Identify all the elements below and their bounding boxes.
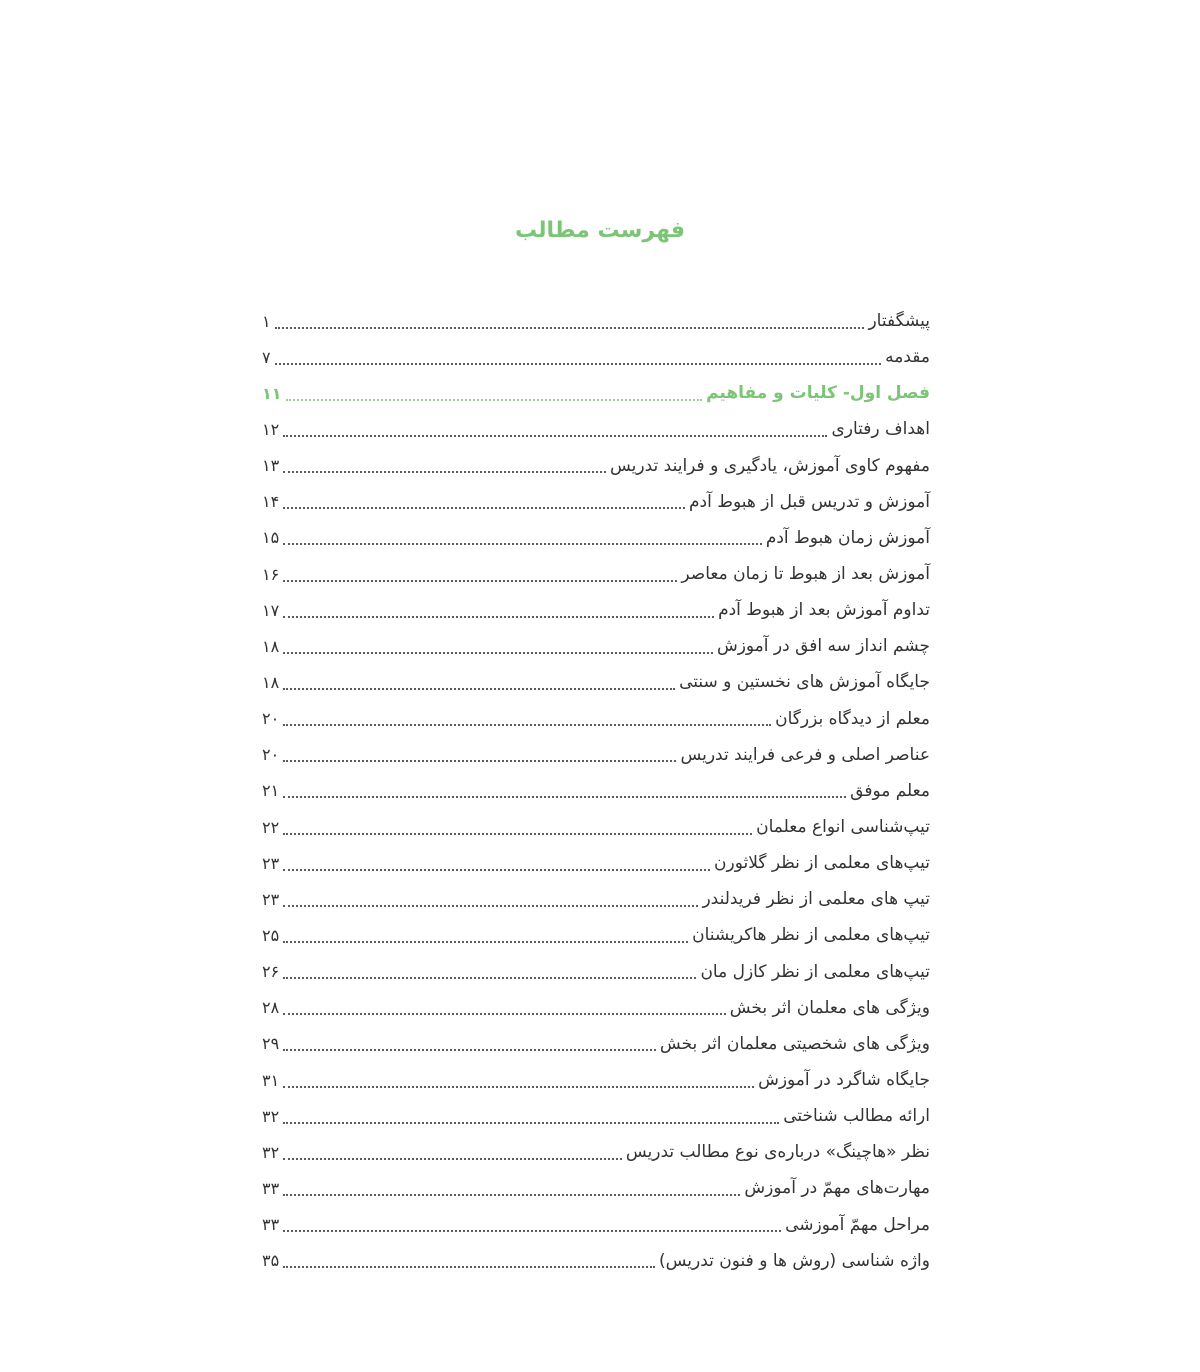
toc-entry-label: مفهوم کاوی آموزش، یادگیری و فرایند تدریس: [609, 455, 930, 476]
dot-leader: [283, 1048, 656, 1051]
toc-entry-label: فصل اول- کلیات و مفاهیم: [706, 383, 930, 404]
dot-leader: [283, 976, 696, 979]
toc-entry[interactable]: [262, 954, 930, 990]
toc-entry-label: ویژگی های معلمان اثر بخش: [729, 997, 930, 1018]
toc-title: فهرست مطالب: [514, 218, 686, 243]
dot-leader: [283, 687, 675, 690]
toc-entry-label: معلم موفق: [850, 780, 930, 801]
toc-page-number: ۳۲: [262, 1142, 280, 1162]
toc-entry[interactable]: [262, 592, 930, 628]
toc-entry[interactable]: [262, 1170, 930, 1206]
dot-leader: [283, 434, 827, 437]
dot-leader: [283, 868, 710, 871]
toc-entry[interactable]: [262, 773, 930, 809]
toc-chapter-heading[interactable]: [262, 375, 930, 411]
dot-leader: [283, 1229, 781, 1232]
toc-entry[interactable]: [262, 484, 930, 520]
dot-leader: [275, 326, 865, 329]
toc-entry[interactable]: [262, 303, 930, 339]
toc-entry-label: مراحل مهمّ آموزشی: [785, 1214, 930, 1235]
dot-leader: [283, 506, 685, 509]
toc-page-number: ۲۵: [262, 925, 280, 945]
toc-page-number: ۱۸: [262, 672, 280, 692]
toc-page-number: ۳۳: [262, 1178, 280, 1198]
toc-page-number: ۲۲: [262, 817, 280, 837]
toc-page-number: ۱: [262, 311, 271, 331]
toc-entry[interactable]: [262, 520, 930, 556]
toc-entry[interactable]: [262, 917, 930, 953]
dot-leader: [283, 651, 713, 654]
toc-entry-label: تیپ‌های معلمی از نظر کازل مان: [700, 961, 930, 982]
toc-entry[interactable]: [262, 1062, 930, 1098]
dot-leader: [283, 1193, 740, 1196]
toc-entry[interactable]: [262, 1243, 930, 1279]
toc-page-number: ۱۵: [262, 528, 280, 548]
toc-entry-label: تیپ‌شناسی انواع معلمان: [756, 817, 930, 838]
dot-leader: [283, 579, 677, 582]
toc-page-number: ۱۱: [262, 383, 282, 403]
dot-leader: [283, 1265, 655, 1268]
toc-page-number: ۲۳: [262, 853, 280, 873]
toc-page-number: ۲۰: [262, 745, 280, 765]
toc-entry[interactable]: [262, 628, 930, 664]
toc-entry[interactable]: [262, 1026, 930, 1062]
toc-entry-label: تیپ‌های معلمی از نظر گلاثورن: [714, 853, 930, 874]
toc-entry[interactable]: [262, 1207, 930, 1243]
toc-page-number: ۲۹: [262, 1034, 280, 1054]
toc-entry-label: جایگاه شاگرد در آموزش: [758, 1070, 930, 1091]
toc-entry-label: نظر «هاچینگ» درباره‌ی نوع مطالب تدریس: [625, 1142, 930, 1163]
toc-page-number: ۱۲: [262, 419, 280, 439]
toc-page-number: ۷: [262, 347, 271, 367]
toc-entry[interactable]: [262, 845, 930, 881]
dot-leader: [283, 723, 771, 726]
toc-entry[interactable]: [262, 1098, 930, 1134]
dot-leader: [283, 1012, 726, 1015]
toc-entry[interactable]: [262, 1134, 930, 1170]
toc-page-number: ۱۷: [262, 600, 280, 620]
toc-entry[interactable]: [262, 701, 930, 737]
toc-entry-label: مهارت‌های مهمّ در آموزش: [744, 1178, 930, 1199]
toc-page-number: ۱۴: [262, 492, 280, 512]
toc-entry[interactable]: [262, 809, 930, 845]
toc-page-number: ۱۳: [262, 456, 280, 476]
toc-entry-label: تیپ های معلمی از نظر فریدلندر: [702, 889, 930, 910]
dot-leader: [283, 1157, 622, 1160]
dot-leader: [283, 832, 752, 835]
dot-leader: [283, 1085, 754, 1088]
toc-entry-label: تداوم آموزش بعد از هبوط آدم: [718, 600, 930, 621]
toc-entry-label: مقدمه: [885, 347, 930, 368]
toc-entry-label: چشم انداز سه افق در آموزش: [716, 636, 930, 657]
toc-entry[interactable]: [262, 990, 930, 1026]
toc-entry[interactable]: [262, 664, 930, 700]
toc-entry-label: آموزش بعد از هبوط تا زمان معاصر: [681, 564, 930, 585]
toc-page-number: ۲۰: [262, 709, 280, 729]
toc-page-number: ۲۸: [262, 998, 280, 1018]
toc-page-number: ۲۶: [262, 962, 280, 982]
toc-entry-label: تیپ‌های معلمی از نظر هاکریشنان: [692, 925, 930, 946]
toc-page-number: ۱۶: [262, 564, 280, 584]
toc-entry-label: ارائه مطالب شناختی: [783, 1106, 930, 1127]
toc-entry-label: پیشگفتار: [868, 311, 930, 332]
toc-entry[interactable]: [262, 339, 930, 375]
toc-entry[interactable]: [262, 881, 930, 917]
toc-page-number: ۳۱: [262, 1070, 280, 1090]
dot-leader: [283, 470, 606, 473]
toc-entry[interactable]: [262, 411, 930, 447]
toc-entry[interactable]: [262, 448, 930, 484]
dot-leader: [283, 940, 688, 943]
toc-page-number: ۲۱: [262, 781, 280, 801]
toc-entry-label: عناصر اصلی و فرعی فرایند تدریس: [680, 744, 930, 765]
toc-entry-label: جایگاه آموزش های نخستین و سنتی: [679, 672, 930, 693]
dot-leader: [283, 795, 846, 798]
toc-entry-label: آموزش و تدریس قبل از هبوط آدم: [689, 491, 930, 512]
dot-leader: [275, 362, 882, 365]
toc-page-number: ۱۸: [262, 636, 280, 656]
toc-entry-label: معلم از دیدگاه بزرگان: [775, 708, 930, 729]
toc-entry-label: اهداف رفتاری: [831, 419, 930, 440]
toc-entry-label: ویژگی های شخصیتی معلمان اثر بخش: [659, 1033, 930, 1054]
toc-page-number: ۳۲: [262, 1106, 280, 1126]
dot-leader: [283, 1121, 779, 1124]
toc-entry-label: آموزش زمان هبوط آدم: [765, 527, 930, 548]
dot-leader: [283, 904, 698, 907]
dot-leader: [283, 615, 714, 618]
toc-page-number: ۳۵: [262, 1251, 280, 1271]
toc-page-number: ۳۳: [262, 1215, 280, 1235]
dot-leader: [283, 759, 676, 762]
dot-leader: [286, 398, 703, 401]
toc-entry-label: واژه شناسی (روش ها و فنون تدریس): [658, 1250, 930, 1271]
toc-entry[interactable]: [262, 556, 930, 592]
toc-page-number: ۲۳: [262, 889, 280, 909]
dot-leader: [283, 542, 762, 545]
toc-list: [262, 303, 930, 1279]
toc-entry[interactable]: [262, 737, 930, 773]
